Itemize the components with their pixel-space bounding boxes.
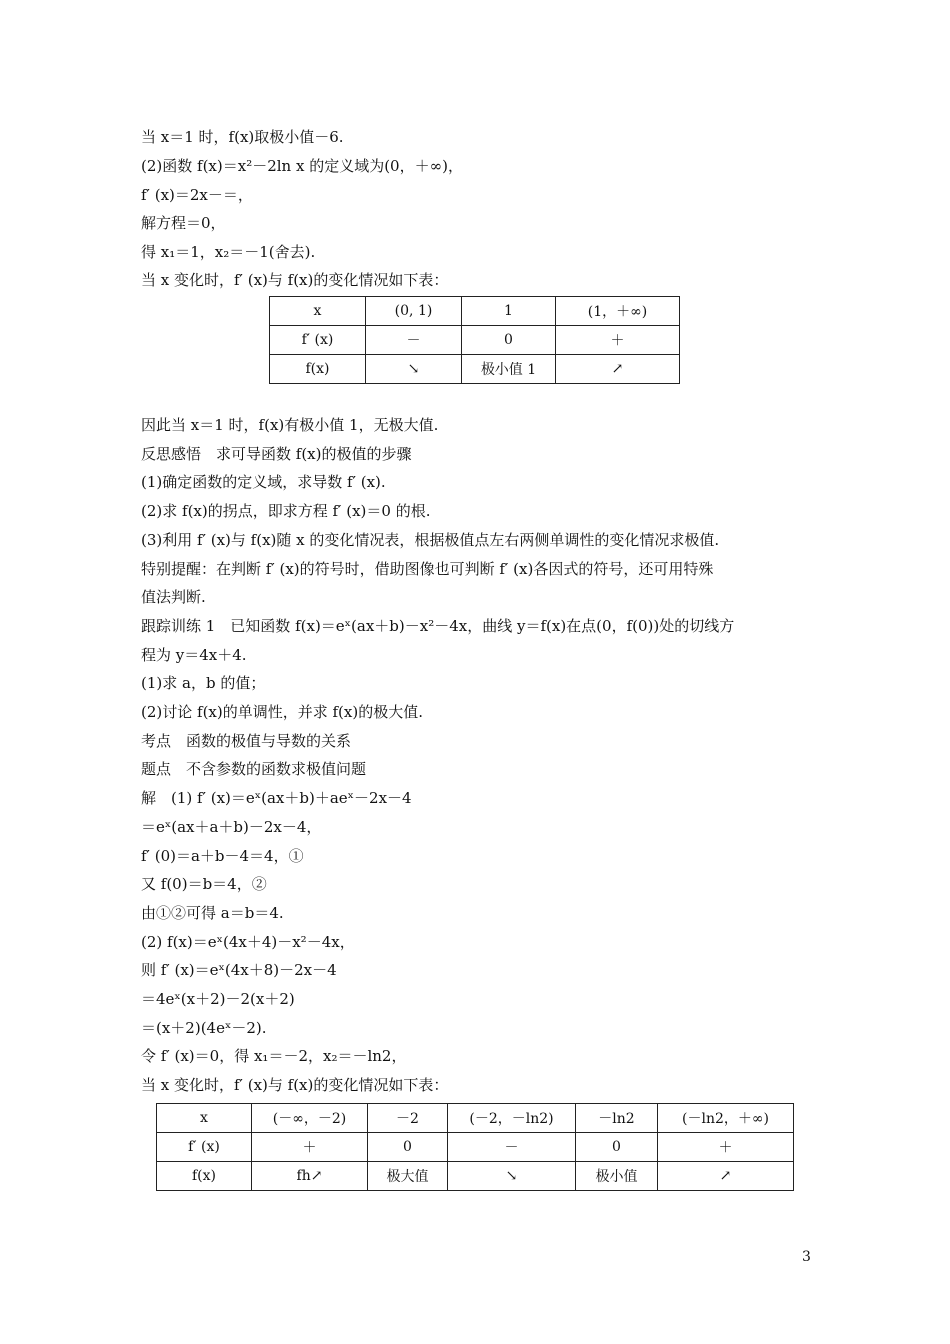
table-cell: ↗ [658,1162,794,1191]
text-line: ＝4eˣ(x＋2)－2(x＋2) [141,990,295,1008]
variation-table-2 [156,1103,794,1191]
table-cell: 极大值 [368,1162,448,1191]
table-cell: f(x) [270,355,366,384]
exercise-title: 跟踪训练 1 已知函数 f(x)＝eˣ(ax＋b)－x²－4x，曲线 y＝f(x)在点(0，f(0))处的切线方 [141,617,735,635]
table-row [270,326,680,355]
table-cell: 1 [462,297,556,326]
text-line: 得 x₁＝1，x₂＝－1(舍去). [141,243,316,261]
text-line: (1)确定函数的定义域，求导数 f′ (x). [141,473,386,491]
text-line: f′ (x)＝2x－＝， [141,186,253,204]
text-line: 则 f′ (x)＝eˣ(4x＋8)－2x－4 [141,961,337,979]
table-cell: ＋ [658,1133,794,1162]
table-cell: (－ln2，＋∞) [658,1104,794,1133]
text-line: 特别提醒：在判断 f′ (x)的符号时，借助图像也可判断 f′ (x)各因式的符号，还可用特殊 [141,560,714,578]
table-cell: －ln2 [576,1104,658,1133]
table-cell: －2 [368,1104,448,1133]
text-line: f′ (0)＝a＋b－4＝4，① [141,847,304,865]
page-number: 3 [802,1249,811,1265]
table-cell: f′ (x) [270,326,366,355]
text-line: 又 f(0)＝b＝4，② [141,875,267,893]
text-line: (1)求 a，b 的值； [141,674,266,692]
table-cell: (－∞，－2) [252,1104,368,1133]
text-line: ＝eˣ(ax＋a＋b)－2x－4， [141,818,322,836]
table-cell: x [157,1104,252,1133]
table-cell: ↘ [448,1162,576,1191]
text-line: (2)讨论 f(x)的单调性，并求 f(x)的极大值. [141,703,423,721]
table-row [270,355,680,384]
table-cell: 0 [462,326,556,355]
text-line: 当 x＝1 时，f(x)取极小值－6. [141,128,344,146]
table-cell: ↗ [556,355,680,384]
table-cell: (－2，－ln2) [448,1104,576,1133]
variation-table-1 [269,296,680,384]
table-cell: ＋ [252,1133,368,1162]
text-line: (3)利用 f′ (x)与 f(x)随 x 的变化情况表，根据极值点左右两侧单调性的变化情况求极值. [141,531,720,549]
table-row [270,297,680,326]
table-row [157,1104,794,1133]
text-line: 令 f′ (x)＝0，得 x₁＝－2，x₂＝－ln2， [141,1047,407,1065]
text-line: 解 (1) f′ (x)＝eˣ(ax＋b)＋aeˣ－2x－4 [141,789,412,807]
text-line: 由①②可得 a＝b＝4. [141,904,284,922]
text-line: (2) f(x)＝eˣ(4x＋4)－x²－4x， [141,933,355,951]
table-row [157,1162,794,1191]
text-line: 程为 y＝4x＋4. [141,646,247,664]
text-line: 当 x 变化时，f′ (x)与 f(x)的变化情况如下表： [141,1076,449,1094]
table-cell: 极小值 1 [462,355,556,384]
table-cell: 0 [576,1133,658,1162]
text-line: 题点 不含参数的函数求极值问题 [141,760,367,778]
section-heading: 反思感悟 求可导函数 f(x)的极值的步骤 [141,445,412,463]
table-cell: － [448,1133,576,1162]
text-line: 值法判断. [141,588,206,606]
table-cell: ＋ [556,326,680,355]
table-cell: 极小值 [576,1162,658,1191]
table-cell: x [270,297,366,326]
table-cell: ↘ [366,355,462,384]
text-line: 考点 函数的极值与导数的关系 [141,732,352,750]
table-cell: (1，＋∞) [556,297,680,326]
table-cell: f(x) [157,1162,252,1191]
table-cell: 0 [368,1133,448,1162]
table-cell: (0, 1) [366,297,462,326]
text-line: 因此当 x＝1 时，f(x)有极小值 1，无极大值. [141,416,439,434]
text-line: ＝(x＋2)(4eˣ－2). [141,1019,267,1037]
table-cell: f′ (x) [157,1133,252,1162]
text-line: 解方程＝0， [141,214,226,232]
table-cell: fh↗ [252,1162,368,1191]
table-cell: － [366,326,462,355]
text-line: (2)求 f(x)的拐点，即求方程 f′ (x)＝0 的根. [141,502,431,520]
text-line: 当 x 变化时，f′ (x)与 f(x)的变化情况如下表： [141,271,449,289]
table-row [157,1133,794,1162]
text-line: (2)函数 f(x)＝x²－2ln x 的定义域为(0，＋∞)， [141,157,463,175]
